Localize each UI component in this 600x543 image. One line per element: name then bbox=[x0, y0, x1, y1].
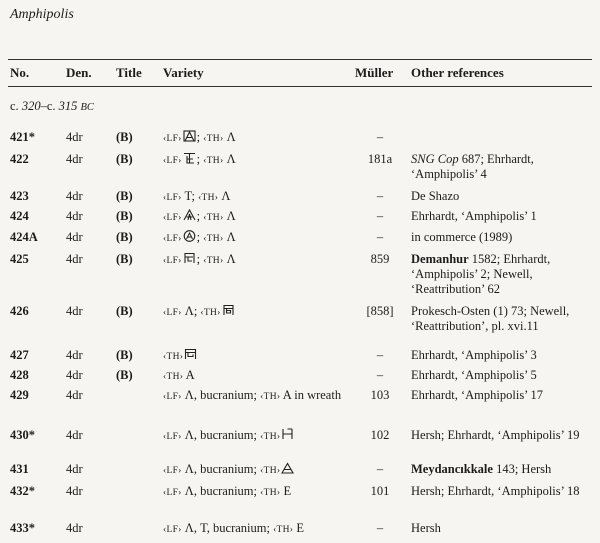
row-number: 424A bbox=[10, 230, 38, 244]
row-number: 428 bbox=[10, 368, 29, 382]
row-title: (B) bbox=[116, 209, 133, 223]
row-title: (B) bbox=[116, 189, 133, 203]
row-variety: ‹TH› bbox=[163, 348, 353, 365]
row-muller: 859 bbox=[370, 252, 390, 266]
row-muller: 102 bbox=[370, 428, 390, 442]
page-heading: Amphipolis bbox=[10, 7, 74, 22]
row-variety: ‹LF› ; ‹TH› Λ bbox=[163, 130, 236, 144]
row-title: (B) bbox=[116, 130, 133, 144]
row-denomination: 4dr bbox=[66, 521, 83, 535]
row-references: Demanhur 1582; Ehrhardt, ‘Amphipolis’ 2; Newell, ‘Reattribution’ 62 bbox=[411, 252, 551, 296]
row-variety: ‹LF› ; ‹TH› Λ bbox=[163, 152, 236, 166]
row-number: 422 bbox=[10, 152, 29, 166]
row-variety: ‹LF› Λ, T, bucranium; ‹TH› E bbox=[163, 521, 305, 535]
row-title: (B) bbox=[116, 304, 133, 318]
row-references: Prokesch-Osten (1) 73; Newell, ‘Reattribution’, pl. xvi.11 bbox=[411, 304, 570, 333]
row-muller: – bbox=[376, 348, 384, 362]
row-title: (B) bbox=[116, 348, 133, 362]
row-references: De Shazo bbox=[411, 189, 460, 203]
row-muller: – bbox=[376, 209, 384, 223]
row-references: Ehrhardt, ‘Amphipolis’ 1 bbox=[411, 209, 537, 223]
row-denomination: 4dr bbox=[66, 189, 83, 203]
row-variety: ‹TH› A bbox=[163, 368, 195, 382]
row-references: in commerce (1989) bbox=[411, 230, 513, 244]
m-a-tri-icon bbox=[183, 209, 196, 221]
row-number: 431 bbox=[10, 462, 29, 476]
row-variety: ‹LF› Λ, bucranium; ‹TH› bbox=[163, 428, 353, 445]
row-title: (B) bbox=[116, 252, 133, 266]
m-ap-box-icon bbox=[183, 130, 196, 142]
row-title: (B) bbox=[116, 152, 133, 166]
row-references: Ehrhardt, ‘Amphipolis’ 5 bbox=[411, 368, 537, 382]
row-number: 424 bbox=[10, 209, 29, 223]
header-rule bbox=[8, 86, 592, 87]
m-pe-icon bbox=[183, 252, 196, 264]
row-denomination: 4dr bbox=[66, 152, 83, 166]
row-variety: ‹LF› T; ‹TH› Λ bbox=[163, 189, 231, 203]
row-muller: 103 bbox=[370, 388, 390, 402]
col-header-den: Den. bbox=[66, 65, 92, 80]
row-number: 425 bbox=[10, 252, 29, 266]
row-muller: – bbox=[376, 130, 384, 144]
col-header-muller: Müller bbox=[355, 65, 394, 80]
row-denomination: 4dr bbox=[66, 388, 83, 402]
row-references: SNG Cop 687; Ehrhardt, ‘Amphipolis’ 4 bbox=[411, 152, 534, 181]
row-muller: – bbox=[376, 189, 384, 203]
row-number: 432* bbox=[10, 484, 35, 498]
col-header-refs: Other references bbox=[411, 65, 504, 80]
row-references: Hersh; Ehrhardt, ‘Amphipolis’ 19 bbox=[411, 428, 580, 442]
row-muller: [858] bbox=[366, 304, 394, 318]
m-a-circle-icon bbox=[183, 230, 196, 242]
row-denomination: 4dr bbox=[66, 252, 83, 266]
row-title: (B) bbox=[116, 368, 133, 382]
row-references: Hersh; Ehrhardt, ‘Amphipolis’ 18 bbox=[411, 484, 580, 498]
row-muller: – bbox=[376, 462, 384, 476]
row-number: 429 bbox=[10, 388, 29, 402]
row-muller: – bbox=[376, 230, 384, 244]
row-number: 433* bbox=[10, 521, 35, 535]
row-variety: ‹LF› Λ, bucranium; ‹TH› A in wreath bbox=[163, 388, 342, 402]
col-header-title: Title bbox=[116, 65, 142, 80]
row-number: 421* bbox=[10, 130, 35, 144]
row-denomination: 4dr bbox=[66, 209, 83, 223]
row-number: 426 bbox=[10, 304, 29, 318]
row-variety: ‹LF› Λ; ‹TH› bbox=[163, 304, 353, 321]
row-variety: ‹LF› ; ‹TH› Λ bbox=[163, 252, 236, 266]
m-delta-bar-icon bbox=[281, 462, 294, 474]
top-rule bbox=[8, 59, 592, 60]
row-muller: 181a bbox=[367, 152, 393, 166]
row-denomination: 4dr bbox=[66, 348, 83, 362]
row-denomination: 4dr bbox=[66, 484, 83, 498]
m-pe-box-icon bbox=[184, 348, 197, 360]
row-references: Meydancıkkale 143; Hersh bbox=[411, 462, 552, 476]
row-muller: – bbox=[376, 521, 384, 535]
row-denomination: 4dr bbox=[66, 130, 83, 144]
row-denomination: 4dr bbox=[66, 230, 83, 244]
row-references: Ehrhardt, ‘Amphipolis’ 17 bbox=[411, 388, 544, 402]
m-e-bar-icon bbox=[183, 152, 196, 164]
row-variety: ‹LF› Λ, bucranium; ‹TH› bbox=[163, 462, 353, 479]
m-h-icon bbox=[281, 428, 294, 440]
row-references: Hersh bbox=[411, 521, 441, 535]
row-number: 427 bbox=[10, 348, 29, 362]
row-number: 423 bbox=[10, 189, 29, 203]
row-variety: ‹LF› ; ‹TH› Λ bbox=[163, 230, 236, 244]
row-muller: – bbox=[376, 368, 384, 382]
row-denomination: 4dr bbox=[66, 368, 83, 382]
col-header-variety: Variety bbox=[163, 65, 204, 80]
m-pe-small-icon bbox=[222, 304, 235, 316]
row-denomination: 4dr bbox=[66, 304, 83, 318]
row-number: 430* bbox=[10, 428, 35, 442]
col-header-no: No. bbox=[10, 65, 30, 80]
row-muller: 101 bbox=[370, 484, 390, 498]
row-references: Ehrhardt, ‘Amphipolis’ 3 bbox=[411, 348, 537, 362]
row-denomination: 4dr bbox=[66, 462, 83, 476]
row-denomination: 4dr bbox=[66, 428, 83, 442]
row-variety: ‹LF› ; ‹TH› Λ bbox=[163, 209, 236, 223]
period-label: c. 320–c. 315 BC bbox=[10, 99, 94, 113]
row-title: (B) bbox=[116, 230, 133, 244]
row-variety: ‹LF› Λ, bucranium; ‹TH› E bbox=[163, 484, 292, 498]
